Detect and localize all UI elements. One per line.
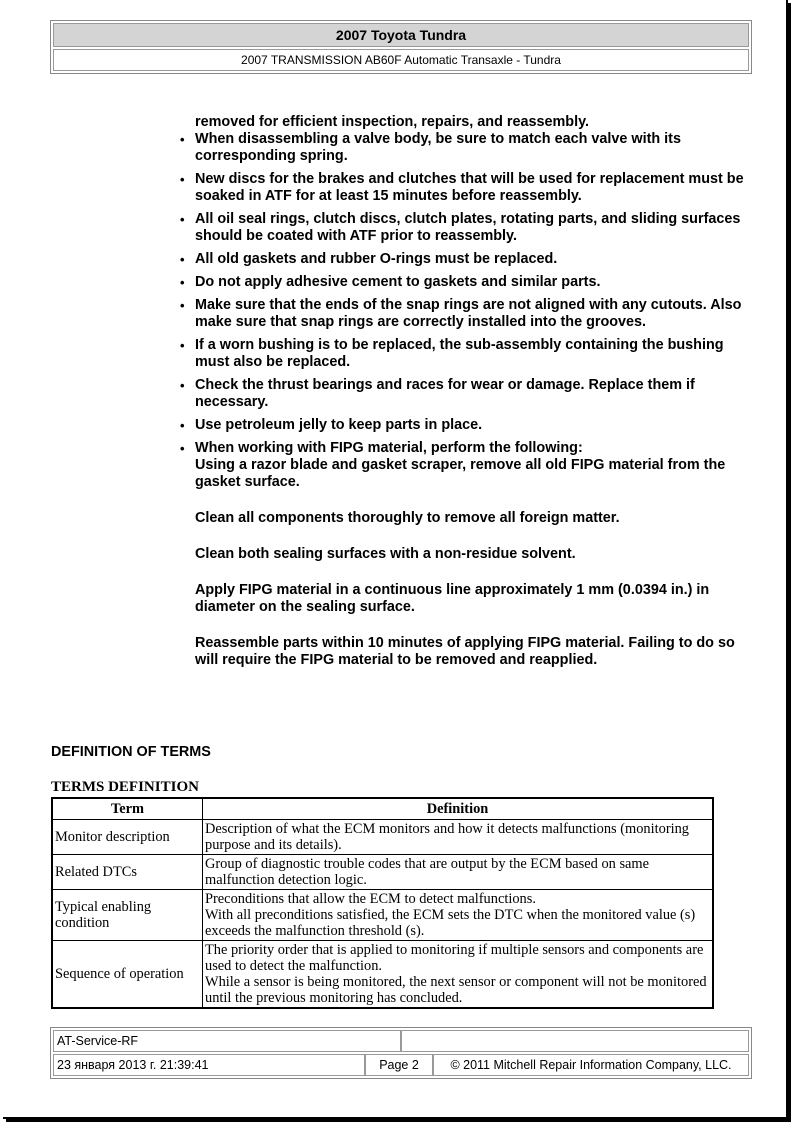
header-subtitle: 2007 TRANSMISSION AB60F Automatic Transaxle - Tundra	[53, 49, 749, 71]
fipg-step: Apply FIPG material in a continuous line approximately 1 mm (0.0394 in.) in diameter on the sealing surface.	[195, 582, 710, 615]
lead-paragraph: removed for efficient inspection, repairs, and reassembly.	[195, 114, 590, 130]
header-title: 2007 Toyota Tundra	[53, 23, 749, 47]
footer-copyright: © 2011 Mitchell Repair Information Company, LLC.	[433, 1054, 749, 1076]
term-cell: Sequence of operation	[52, 941, 203, 1009]
list-item: • Do not apply adhesive cement to gaskets and similar parts.	[195, 274, 755, 291]
fipg-step: Reassemble parts within 10 minutes of applying FIPG material. Failing to do so will require the FIPG material to be removed and reapplied.	[195, 635, 735, 668]
list-item: • Make sure that the ends of the snap rings are not aligned with any cutouts. Also make sure that snap rings are correctly installed into the grooves.	[195, 297, 755, 331]
footer-page-number: Page 2	[365, 1054, 433, 1076]
term-cell: Related DTCs	[52, 855, 203, 890]
page-footer	[50, 1027, 752, 1079]
procedure-text	[195, 114, 755, 669]
fipg-step: Using a razor blade and gasket scraper, remove all old FIPG material from the gasket surface.	[195, 457, 726, 490]
footer-date: 23 января 2013 г. 21:39:41	[53, 1054, 365, 1076]
fipg-step: Clean all components thoroughly to remove all foreign matter.	[195, 510, 620, 526]
column-header-definition: Definition	[203, 798, 714, 820]
definition-line: While a sensor is being monitored, the next sensor or component will not be monitored until the previous monitoring has concluded.	[205, 974, 707, 1006]
list-item: • All old gaskets and rubber O-rings must be replaced.	[195, 251, 755, 268]
table-row	[52, 855, 713, 890]
list-item: • Use petroleum jelly to keep parts in place.	[195, 417, 755, 434]
definition-line: Preconditions that allow the ECM to detect malfunctions.	[205, 891, 536, 907]
definition-line: The priority order that is applied to monitoring if multiple sensors and components are used to detect the malfunction.	[205, 942, 704, 974]
list-item: • When disassembling a valve body, be sure to match each valve with its corresponding spring.	[195, 131, 755, 165]
page-header	[50, 20, 752, 74]
table-row	[52, 820, 713, 855]
definition-cell: Description of what the ECM monitors and how it detects malfunctions (monitoring purpose and its details).	[203, 820, 714, 855]
term-cell: Typical enabling condition	[52, 890, 203, 941]
table-row	[52, 941, 713, 1009]
definition-cell	[203, 890, 714, 941]
list-item: • All oil seal rings, clutch discs, clutch plates, rotating parts, and sliding surfaces should be coated with ATF prior to reassembly.	[195, 211, 755, 245]
fipg-step: Clean both sealing surfaces with a non-residue solvent.	[195, 546, 576, 562]
table-title: TERMS DEFINITION	[51, 779, 199, 795]
table-header-row	[52, 798, 713, 820]
list-item: • When working with FIPG material, perform the following:	[195, 440, 755, 457]
definition-cell	[203, 941, 714, 1009]
list-item: • New discs for the brakes and clutches that will be used for replacement must be soaked in ATF for at least 15 minutes before reassembly.	[195, 171, 755, 205]
terms-table	[51, 797, 714, 1009]
footer-doc-id: AT-Service-RF	[53, 1030, 401, 1052]
list-item: • If a worn bushing is to be replaced, the sub-assembly containing the bushing must also be replaced.	[195, 337, 755, 371]
term-cell: Monitor description	[52, 820, 203, 855]
document-page	[3, 0, 788, 1119]
section-heading: DEFINITION OF TERMS	[51, 744, 211, 760]
definition-line: With all preconditions satisfied, the ECM sets the DTC when the monitored value (s) exceeds the malfunction threshold (s).	[205, 907, 696, 939]
definition-cell: Group of diagnostic trouble codes that are output by the ECM based on same malfunction detection logic.	[203, 855, 714, 890]
list-item: • Check the thrust bearings and races for wear or damage. Replace them if necessary.	[195, 377, 755, 411]
table-row	[52, 890, 713, 941]
footer-empty-cell	[401, 1030, 749, 1052]
precaution-list	[195, 131, 755, 457]
column-header-term: Term	[52, 798, 203, 820]
